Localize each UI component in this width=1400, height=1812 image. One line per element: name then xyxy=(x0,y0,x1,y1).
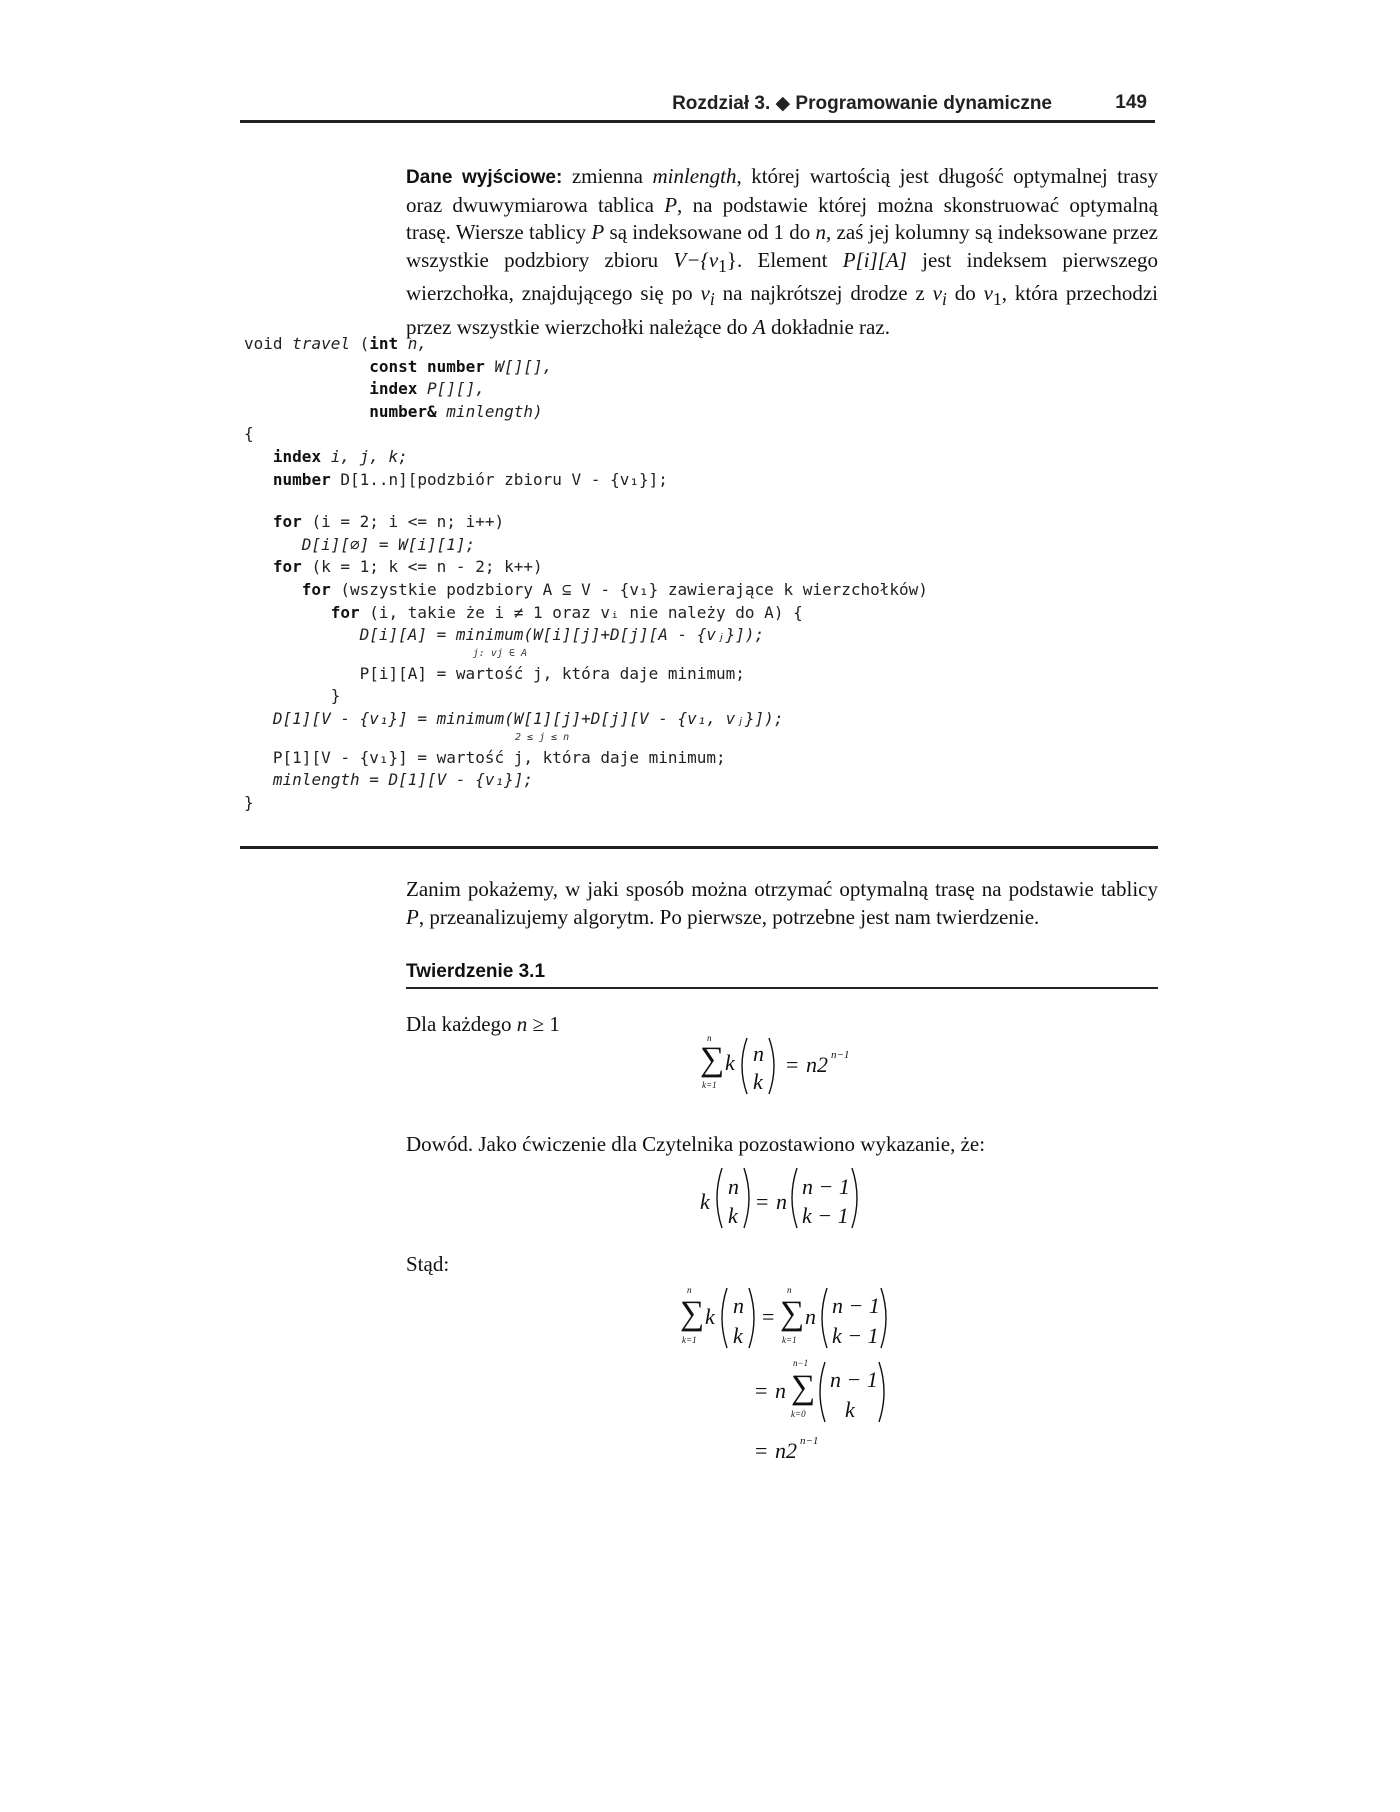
text: na najkrótszej drodze z xyxy=(714,281,933,306)
binom-top: n xyxy=(733,1293,744,1318)
code-subscript xyxy=(244,647,1144,663)
sum-symbol: ∑ xyxy=(791,1369,816,1406)
binom-top: n − 1 xyxy=(832,1293,880,1318)
code-line xyxy=(244,469,1144,492)
equals: = xyxy=(756,1189,769,1214)
paren-right xyxy=(749,1288,754,1348)
binom-bottom: k − 1 xyxy=(802,1203,849,1228)
code-var: minlength) xyxy=(446,401,543,421)
set-expr: V−{v xyxy=(673,247,719,272)
running-header xyxy=(240,88,1155,123)
paren-right xyxy=(879,1362,884,1422)
sum-upper: n xyxy=(687,1285,692,1295)
derivation-line-3 xyxy=(755,1430,875,1470)
keyword: void xyxy=(244,334,293,353)
subscript: 1 xyxy=(992,289,1002,310)
text: , na podstawie której można skonstruować optymalną trasę. Wiersze tablicy xyxy=(406,192,1158,244)
binom-bottom: k xyxy=(753,1069,763,1094)
keyword: for xyxy=(272,512,312,532)
chapter-title: Rozdział 3. ◆ Programowanie dynamiczne xyxy=(672,93,1052,114)
code-text: } xyxy=(330,686,341,706)
code-line xyxy=(244,624,1144,647)
coef-n: n xyxy=(775,1378,786,1403)
paren-left xyxy=(822,1288,827,1348)
text: , która przechodzi przez wszystkie wierzchołki należące do xyxy=(406,281,1158,339)
sum-lower: k=1 xyxy=(682,1335,697,1345)
sum-symbol: ∑ xyxy=(680,1295,705,1332)
keyword: const number xyxy=(369,356,495,376)
keyword: for xyxy=(301,579,341,599)
coef-k: k xyxy=(705,1304,715,1329)
binom-top: n xyxy=(728,1174,739,1199)
paren-right xyxy=(881,1288,886,1348)
code-line xyxy=(244,333,1144,356)
rhs-exp: n−1 xyxy=(800,1435,819,1447)
code-line xyxy=(244,556,1144,579)
keyword: for xyxy=(330,602,370,622)
code-subscript xyxy=(244,731,1144,747)
sum-lower: k=1 xyxy=(702,1080,717,1090)
text: } xyxy=(726,247,737,272)
sum-upper: n xyxy=(707,1033,712,1043)
text: do xyxy=(946,281,984,306)
text: zmienna xyxy=(562,164,653,188)
function-name: travel xyxy=(292,334,350,353)
divider xyxy=(240,846,1158,849)
text: , zaś jej kolumny są indeksowane przez wszystkie podzbiory zbioru xyxy=(406,220,1158,272)
code-line xyxy=(244,747,1144,770)
paren-left xyxy=(722,1288,727,1348)
var-v: v xyxy=(700,281,710,306)
var-p: P xyxy=(406,905,419,929)
binom-bottom: k − 1 xyxy=(832,1323,879,1348)
theorem-statement xyxy=(406,1012,560,1037)
paren-left xyxy=(820,1362,825,1422)
keyword: number xyxy=(272,469,341,489)
code-line: { xyxy=(244,424,254,444)
var-p: P xyxy=(591,220,605,244)
equals: = xyxy=(755,1378,768,1403)
sum-upper: n xyxy=(787,1285,792,1295)
sum-symbol: ∑ xyxy=(780,1295,805,1332)
code-text: D[i][∅] = W[i][1]; xyxy=(301,534,476,554)
code-text: (i, takie że i ≠ 1 oraz vᵢ nie należy do A) { xyxy=(369,602,803,622)
text: są indeksowane od 1 do xyxy=(604,220,816,244)
var-n: n xyxy=(516,1012,528,1036)
binom-bottom: k xyxy=(733,1323,743,1348)
code-line xyxy=(244,685,1144,708)
binom-bottom: k xyxy=(845,1397,855,1422)
var-v: v xyxy=(932,281,942,306)
code-line xyxy=(244,769,1144,792)
theorem-equation xyxy=(700,1030,880,1100)
coef-n: n xyxy=(776,1189,787,1214)
paren-right xyxy=(852,1168,857,1228)
code-var: P[][], xyxy=(427,379,485,399)
code-var: i, j, k; xyxy=(330,446,408,466)
lemma-equation xyxy=(700,1163,880,1233)
rhs-exp: n−1 xyxy=(831,1049,850,1061)
code-text: (k = 1; k <= n - 2; k++) xyxy=(311,557,543,577)
algorithm-code xyxy=(244,333,1144,814)
var-v: v xyxy=(983,281,993,306)
code-text: (wszystkie podzbiory A ⊆ V - {v₁} zawierające k wierzchołków) xyxy=(340,579,928,599)
sum-upper: n−1 xyxy=(793,1358,809,1368)
paren-right xyxy=(744,1168,749,1228)
coef-k: k xyxy=(725,1050,735,1075)
paren-left xyxy=(742,1038,747,1094)
code-text: (i = 2; i <= n; i++) xyxy=(311,512,505,532)
subscript: i xyxy=(941,289,947,310)
derivation-line-1 xyxy=(680,1282,900,1354)
code-text: D[1][V - {v₁}] = minimum(W[1][j]+D[j][V - {v₁, vⱼ}]); xyxy=(272,708,784,728)
output-description xyxy=(406,163,1158,341)
code-text: 2 ≤ j ≤ n xyxy=(514,731,570,743)
code-line xyxy=(244,579,1144,602)
binom-top: n − 1 xyxy=(830,1367,878,1392)
text: jest indeksem pierwszego wierzchołka, znajdującego się po xyxy=(406,247,1158,306)
code-line xyxy=(244,534,1144,557)
var-a: A xyxy=(752,314,766,339)
subscript: 1 xyxy=(718,255,727,276)
hence-label: Stąd: xyxy=(406,1252,450,1276)
keyword: number& xyxy=(369,401,447,421)
equals: = xyxy=(755,1438,768,1463)
equals: = xyxy=(762,1304,775,1329)
code-line xyxy=(244,378,1144,401)
output-label: Dane wyjściowe: xyxy=(406,167,563,188)
code-line xyxy=(244,356,1144,379)
code-line xyxy=(244,511,1144,534)
text: , której wartością jest długość optymalnej trasy oraz dwuwymiarowa tablica xyxy=(406,164,1158,217)
page-number: 149 xyxy=(1115,92,1147,113)
rhs: n2 xyxy=(775,1438,797,1463)
code-line xyxy=(244,401,1144,424)
sum-symbol: ∑ xyxy=(700,1041,725,1078)
var-minlength: minlength xyxy=(652,164,737,188)
text: Zanim pokażemy, w jaki sposób można otrzymać optymalną trasę na podstawie tablicy xyxy=(406,877,1158,901)
equals: = xyxy=(786,1052,799,1077)
blank-line xyxy=(244,491,1144,511)
coef-k: k xyxy=(700,1189,710,1214)
proof-text: Dowód. Jako ćwiczenie dla Czytelnika pozostawiono wykazanie, że: xyxy=(406,1132,986,1156)
code-text: ( xyxy=(349,334,370,353)
theorem-title: Twierdzenie 3.1 xyxy=(406,961,546,982)
derivation-line-2 xyxy=(755,1354,905,1428)
text: , przeanalizujemy algorytm. Po pierwsze, potrzebne jest nam twierdzenie. xyxy=(418,905,1040,929)
code-text: minlength = D[1][V - {v₁}]; xyxy=(272,770,533,790)
paren-left xyxy=(792,1168,797,1228)
keyword: index xyxy=(272,446,331,466)
binom-top: n xyxy=(753,1041,764,1066)
code-var: n, xyxy=(398,334,428,353)
code-line: } xyxy=(244,792,254,812)
coef-n: n xyxy=(805,1304,816,1329)
subscript: i xyxy=(709,289,715,310)
code-line xyxy=(244,602,1144,625)
text: Dla każdego xyxy=(406,1012,517,1036)
rhs: n2 xyxy=(806,1052,828,1077)
keyword: index xyxy=(369,379,428,399)
intro-paragraph xyxy=(406,875,1158,931)
code-text: D[i][A] = minimum(W[i][j]+D[j][A - {vⱼ}]); xyxy=(359,625,765,645)
code-line xyxy=(244,663,1144,686)
code-text: P[i][A] = wartość j, która daje minimum; xyxy=(359,663,745,683)
sum-lower: k=1 xyxy=(782,1335,797,1345)
text: . Element xyxy=(736,247,843,272)
text: ≥ 1 xyxy=(527,1012,560,1036)
paren-left xyxy=(717,1168,722,1228)
binom-bottom: k xyxy=(728,1203,738,1228)
keyword: int xyxy=(369,334,399,353)
code-line xyxy=(244,446,1144,469)
code-line xyxy=(244,708,1144,731)
element-expr: P[i][A] xyxy=(842,247,907,272)
code-var: W[][], xyxy=(494,356,553,376)
theorem-heading xyxy=(406,959,1158,989)
text: dokładnie raz. xyxy=(765,314,890,339)
code-text: D[1..n][podzbiór zbioru V - {v₁}]; xyxy=(340,469,668,489)
binom-top: n − 1 xyxy=(802,1174,850,1199)
code-text: P[1][V - {v₁}] = wartość j, która daje minimum; xyxy=(272,747,726,767)
var-n: n xyxy=(815,220,827,244)
code-text: j: vj ∈ A xyxy=(472,647,527,659)
sum-lower: k=0 xyxy=(791,1409,806,1419)
paren-right xyxy=(769,1038,774,1094)
var-p: P xyxy=(664,192,678,217)
keyword: for xyxy=(272,557,312,577)
